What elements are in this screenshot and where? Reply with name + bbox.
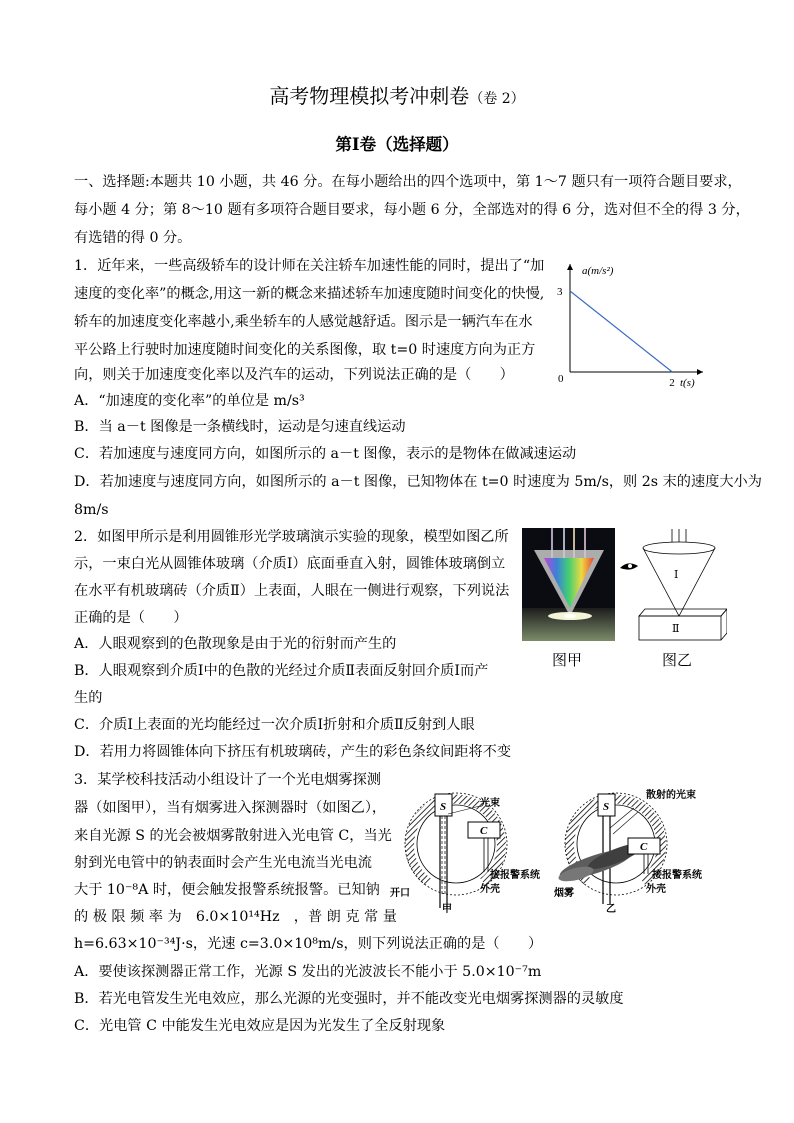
instruction-line: 一、选择题:本题共 10 小题，共 46 分。在每小题给出的四个选项中，第 1～7 题只有一项符合题目要求，: [74, 174, 742, 190]
tube-c-label: C: [480, 825, 488, 837]
q2-option-c: C．介质Ⅰ上表面的光均能经过一次介质Ⅰ折射和介质Ⅱ反射到人眼: [74, 717, 475, 733]
q1-stem-line: 轿车的加速度变化率越小,乘坐轿车的人感觉越舒适。图示是一辆汽车在水: [74, 314, 533, 330]
q3-stem-line: 射到光电管中的钠表面时会产生光电流当光电流: [74, 855, 372, 871]
x-tick-label: 0: [558, 373, 564, 385]
medium-1-label: Ⅰ: [674, 569, 679, 581]
page-title: [0, 80, 794, 109]
source-s-label: S: [440, 801, 447, 813]
medium-2-label: Ⅱ: [672, 623, 680, 635]
q1-stem-line: 向，则关于加速度变化率以及汽车的运动，下列说法正确的是（ ）: [74, 367, 514, 383]
alarm-label: 接报警系统: [490, 870, 540, 881]
q1-stem-line: 平公路上行驶时加速度随时间变化的关系图像，取 t=0 时速度方向为正方: [74, 342, 536, 358]
photo-cone-dispersion: [522, 528, 615, 641]
q2-stem-line: 在水平有机玻璃砖（介质Ⅱ）上表面，人眼在一侧进行观察，下列说法: [74, 583, 510, 599]
series-line: [570, 291, 672, 372]
q2-option-b-cont: 生的: [74, 690, 103, 706]
q1-stem-line: 速度的变化率”的概念,用这一新的概念来描述轿车加速度随时间变化的快慢,: [74, 286, 545, 302]
q3-stem-line: 来自光源 S 的光会被烟雾散射进入光电管 C，当光: [74, 828, 392, 844]
q3-option-a: A．要使该探测器正常工作，光源 S 发出的光波波长不能小于 5.0×10⁻⁷m: [74, 964, 542, 980]
q2-option-d: D．若用力将圆锥体向下挤压有机玻璃砖，产生的彩色条纹间距将不变: [74, 744, 512, 760]
x-tick-label: 2: [669, 377, 675, 389]
instruction-line: 有选错的得 0 分。: [74, 230, 192, 246]
title-main: 高考物理模拟考冲刺卷: [269, 84, 470, 108]
eye-icon: [620, 563, 638, 569]
q3-stem-line: 大于 10⁻⁸A 时，便会触发报警系统报警。已知钠: [74, 882, 380, 898]
fig-yi-label: 图乙: [662, 653, 693, 669]
source-s-label: S: [603, 801, 610, 813]
y-tick-label: 3: [557, 286, 563, 298]
instruction-line: 每小题 4 分；第 8～10 题有多项符合题目要求，每小题 6 分，全部选对的得 6 分，选对但不全的得 3 分，: [74, 202, 750, 218]
detector-jia: [390, 793, 540, 915]
q1-option-a: A．“加速度的变化率”的单位是 m/s³: [74, 393, 305, 409]
q1-option-b: B．当 a－t 图像是一条横线时，运动是匀速直线运动: [74, 419, 406, 435]
shell-label: 外壳: [480, 884, 500, 895]
q2-option-b: B．人眼观察到介质Ⅰ中的色散的光经过介质Ⅱ表面反射回介质Ⅰ而产: [74, 663, 489, 679]
alarm-label: 接报警系统: [652, 870, 702, 881]
cone-diagram: [639, 529, 727, 640]
q3-stem-line: 的 极 限 频 率 为 6.0×10¹⁴Hz ，普 朗 克 常 量: [74, 909, 397, 925]
q3-option-b: B．若光电管发生光电效应，那么光源的光变强时，并不能改变光电烟雾探测器的灵敏度: [74, 991, 624, 1007]
q1-option-d-cont: 8m/s: [74, 502, 109, 518]
shell-label: 外壳: [646, 884, 666, 895]
q3-figure: [388, 784, 718, 918]
fig-jia-label: 甲: [442, 904, 452, 915]
q1-stem-line: 1．近年来，一些高级轿车的设计师在关注轿车加速性能的同时，提出了“加: [74, 258, 545, 274]
q2-figure: [522, 528, 727, 672]
a-t-chart: [548, 252, 720, 392]
title-suffix: （卷 2）: [469, 91, 525, 107]
fig-yi-label: 乙: [606, 904, 616, 915]
q1-option-d: D．若加速度与速度同方向，如图所示的 a－t 图像，已知物体在 t=0 时速度为 5m/s，则 2s 末的速度大小为: [74, 474, 762, 490]
q2-stem-line: 2．如图甲所示是利用圆锥形光学玻璃演示实验的现象，模型如图乙所: [74, 529, 509, 545]
smoke-label: 烟雾: [554, 888, 574, 899]
q1-option-c: C．若加速度与速度同方向，如图所示的 a－t 图像，表示的是物体在做减速运动: [74, 446, 577, 462]
scattered-beam-label: 散射的光束: [646, 790, 696, 801]
beam-label: 光束: [480, 798, 500, 809]
q2-stem-line: 示，一束白光从圆锥体玻璃（介质Ⅰ）底面垂直入射，圆锥体玻璃倒立: [74, 556, 506, 572]
q3-option-c: C．光电管 C 中能发生光电效应是因为光发生了全反射现象: [74, 1018, 446, 1034]
opening-label: 开口: [390, 888, 410, 899]
q2-stem-line: 正确的是（ ）: [74, 610, 188, 626]
fig-jia-label: 图甲: [552, 653, 583, 669]
q3-stem-line: 器（如图甲），当有烟雾进入探测器时（如图乙），: [74, 800, 387, 816]
section-title: 第Ⅰ卷（选择题）: [335, 135, 459, 154]
x-axis-label: t(s): [680, 377, 695, 389]
tube-c-label: C: [640, 841, 648, 853]
q2-option-a: A．人眼观察到的色散现象是由于光的衍射而产生的: [74, 636, 397, 652]
q3-stem-line: h=6.63×10⁻³⁴J·s，光速 c=3.0×10⁸m/s，则下列说法正确的是（ ）: [74, 936, 543, 952]
detector-yi: [553, 788, 702, 915]
q3-stem-line: 3．某学校科技活动小组设计了一个光电烟雾探测: [74, 772, 381, 788]
y-axis-label: a(m/s²): [582, 265, 614, 277]
